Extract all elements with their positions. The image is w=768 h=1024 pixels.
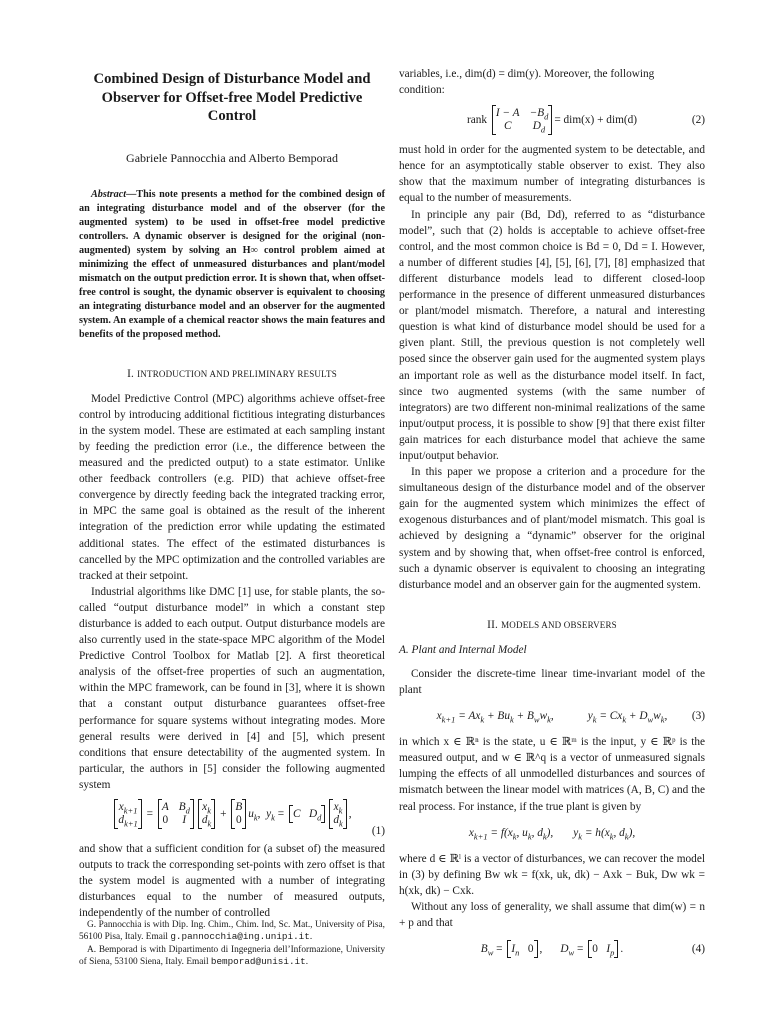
right-column — [399, 66, 705, 967]
equation-true-plant: $x_{k+1} = f(x_k$, $u_k$, $d_k$), $y_k = h(x_k$, $d_k$), — [468, 826, 636, 841]
footnote — [79, 919, 385, 969]
paragraph: condition: — [399, 84, 445, 97]
paragraph: Model Predictive Control (MPC) algorithms achieve offset-free control by introducing additional fictitious integrating disturbances in the system model. These are estimated at each sampling instant by feeding the prediction error (i.e., the difference between the measured and the predicted output) to a state estimator. Unlike other feedback controllers (e.g. PID) that achieve offset-free convergence by directly feeding back the integrated tracking error, in MPC the same goal is obtained as the result of the inherent integration of the prediction error while updating the estimated additional states. The effect of the estimated disturbances is cancelled by the MPC optimization and the controlled variables are tracked at their setpoint. — [79, 392, 385, 582]
left-column — [79, 66, 385, 922]
email-link[interactable]: bemporad@unisi.it — [210, 956, 306, 968]
equation-number: (3) — [691, 710, 705, 723]
equation-2: rank I − A $-B_d$ C $D_d$ = dim(x) + dim(d) (2) — [466, 107, 705, 135]
equation-number: (4) — [691, 943, 705, 956]
section-heading-1: I. INTRODUCTION AND PRELIMINARY RESULTS — [127, 367, 337, 380]
paragraph: variables, i.e., dim(d) = dim(y). Moreover, the following — [399, 68, 655, 80]
equation-3: $x_{k+1} = Ax_k + Bu_k + B_ww_k$, $y_k = Cx_k + D_ww_k$, (3) — [436, 710, 705, 725]
footnote-affiliation-2: A. Bemporad is with Dipartimento di Ingegneria dell’Informazione, University of Siena, 53100 Siena, Italy. Email bemporad@unisi.it. — [79, 944, 385, 968]
paragraph: must hold in order for the augmented system to be detectable, and hence for an asymptotically stable observer to exist. They also show that the maximum number of integrating disturbances is equal to the number of measurements. — [399, 144, 705, 205]
paragraph: In principle any pair (Bd, Dd), referred to as “disturbance model”, such that (2) holds is acceptable to achieve offset-free control, and the most common choice is Bd = 0, Dd = I. However, a number of different studies [4], [5], [6], [7], [8] emphasized that different disturbance models lead to different closed-loop performance in the presence of different unmeasured disturbances or plant/model mismatch. Therefore, a natural and interesting question is what kind of disturbance model should be used for a given plant. Still, the previous question is not completely well posed since the observer gain used for the augmented system plays an important role as well as the disturbance model itself. In fact, since two augmented systems (with the same number of integrators) are two different non-minimal realizations of the same input/output process, it is possible to show [9] that there exist filter gain matrices for each disturbance model that achieve the same input/output behavior. — [399, 208, 705, 462]
equation-number: (1) — [371, 825, 385, 838]
paragraph: Without any loss of generality, we shall assume that dim(w) = n + p and that — [399, 900, 705, 930]
equation-1: $x_{k+1}$ $d_{k+1}$ = A $B_d$ 0 I $x_k$ $d_k$ + B 0 $u_k$ , $y_k$ = C $D_d$ $x_k$ $d_k$ , (1) — [79, 793, 385, 835]
equation-4: $B_w$ = $I_n$ 0 , $D_w$ = 0 $I_p$ . (4) — [399, 931, 705, 967]
subsection-heading: A. Plant and Internal Model — [399, 643, 527, 656]
abstract — [79, 188, 385, 342]
email-link[interactable]: g.pannocchia@ing.unipi.it — [170, 931, 310, 943]
section-heading-2: II. MODELS AND OBSERVERS — [487, 618, 617, 631]
paragraph: where d ∈ ℝˡ is a vector of disturbances, we can recover the model in (3) by defining Bw wk = f(xk, uk, dk) − Axk − Buk, Dw wk = h(xk, dk) − Cxk. — [399, 852, 705, 897]
paragraph: Consider the discrete-time linear time-invariant model of the plant — [399, 668, 705, 697]
footnote-affiliation-1: G. Pannocchia is with Dip. Ing. Chim., Chim. Ind, Sc. Mat., University of Pisa, 56100 Pisa, Italy. Email g.pannocchia@ing.unipi.it. — [79, 920, 385, 943]
abstract-lead: Abstract — [91, 188, 127, 200]
paragraph: Industrial algorithms like DMC [1] use, for stable plants, the so-called “output disturbance model” in which a constant step disturbance is added to each output. Output disturbance models are also currently used in the state-space MPC algorithm of the Model Predictive Control Toolbox for Matlab [2]. A first theoretical analysis of the offset-free properties of such an augmentation, within the MPC framework, can be found in [3], where it is shown that a constant output disturbance guarantees offset-free performance for square systems without integrating modes. More general results were derived in [4] and [5], which present conditions that ensure detectability of the augmented system. In particular, the authors in [5] consider the following augmented system — [79, 585, 385, 791]
abstract-text: —This note presents a method for the combined design of an integrating disturbance model and of the observer (for the augmented system) to be used in offset-free model predictive controllers. A dynamic observer is designed for the original (non-augmented) system by solving an H∞ control problem aimed at minimizing the effect of unmeasured disturbances and plant/model mismatch on the output prediction error. It is shown that, when offset-free control is sought, the dynamic observer is equivalent to choosing an integrating disturbance model and an observer for the augmented system. An example of a chemical reactor shows the main features and benefits of the proposed method. — [79, 188, 385, 340]
paper-title: Combined Design of Disturbance Model and Observer for Offset-free Model Predictive Control — [93, 71, 371, 124]
paragraph: and show that a sufficient condition for (a subset of) the measured outputs to track the corresponding set-points with zero offset is that the system model is augmented with a number of integrating disturbances equal to the number of measured outputs, independently of the number of controlled — [79, 843, 385, 920]
equation-number: (2) — [691, 114, 705, 127]
paper-authors: Gabriele Pannocchia and Alberto Bemporad — [126, 150, 338, 165]
paragraph: in which x ∈ ℝⁿ is the state, u ∈ ℝᵐ is the input, y ∈ ℝᵖ is the measured output, and w ∈ ℝ^q is a vector of unmeasured signals lumping the effects of all unmodelled disturbances and sources of mismatch between the linear model with matrices (A, B, C) and the real process. For instance, if the true plant is given by — [399, 736, 705, 813]
paragraph: In this paper we propose a criterion and a procedure for the simultaneous design of the disturbance model and of the observer gain for the augmented system which minimizes the effect of exogenous disturbances and of plant/model mismatch. This goal is achieved by designing a “dynamic” observer for the original system and by showing that, when offset-free control is enforced, such a dynamic observer is equivalent to choosing an integrating disturbance model and an observer gain for the augmented system. — [399, 466, 705, 591]
